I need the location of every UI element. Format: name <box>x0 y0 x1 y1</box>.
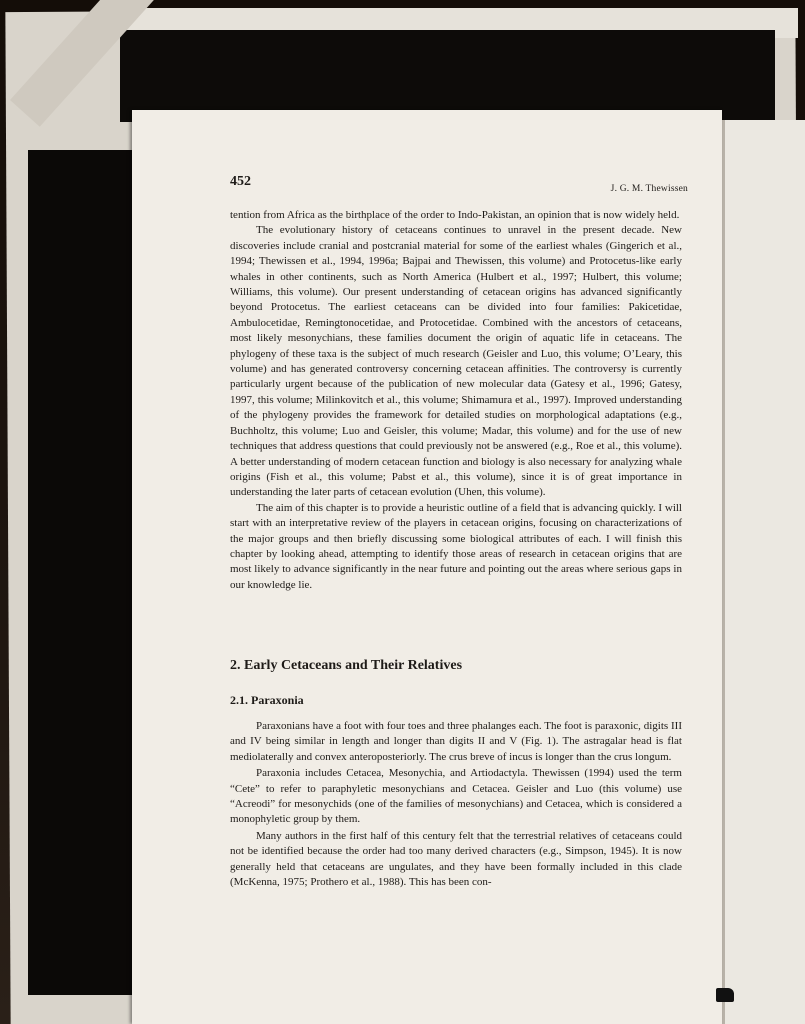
binder-clip-icon <box>716 988 734 1002</box>
running-head-author: J. G. M. Thewissen <box>610 184 688 194</box>
paragraph-paraxonians-foot: Paraxonians have a foot with four toes and three phalanges each. The foot is paraxonic, digits III and IV being similar in length and longer than digits II and V (Fig. 1). The astragalar head is flat mediolaterally and convex anteroposteriorly. The crus breve of incus is longer than the crus longum. <box>230 720 682 763</box>
paragraph-evolutionary-history: The evolutionary history of cetaceans continues to unravel in the present decade. New discoveries include cranial and postcranial material for some of the earliest whales (Gingerich et al., 1994; Thewissen et al., 1994, 1996a; Bajpai and Thewissen, this volume) and Protocetus-like early whales in other continents, such as North America (Hulbert et al., 1997; Hulbert, this volume; Williams, this volume). Our present understanding of cetacean origins has advanced significantly beyond Protocetus. The earliest cetaceans can be divided into four families: Pakicetidae, Ambulocetidae, Remingtonocetidae, and Protocetidae. Combined with the ancestors of cetaceans, most likely mesonychians, these families document the origin of aquatic life in cetaceans. The phylogeny of these taxa is the subject of much research (Geisler and Luo, this volume; O’Leary, this volume) and has generated controversy concerning cetacean affinities. The controversy is currently particularly urgent because of the publication of new molecular data (Gatesy et al., 1996; Gatesy, 1997, this volume; Milinkovitch et al., this volume; Shimamura et al., 1997). Improved understanding of the phylogeny provides the framework for detailed studies on morphological adaptations (e.g., Buchholtz, this volume; Luo and Geisler, this volume; Madar, this volume) and for the use of new techniques that address questions that could previously not be answered (e.g., Roe et al., this volume). A better understanding of modern cetacean function and biology is also necessary for analyzing whale origins (Fish et al., this volume; Pabst et al., this volume), since it is of great importance in understanding the later parts of cetacean evolution (Uhen, this volume). <box>230 224 682 499</box>
section-heading: 2. Early Cetaceans and Their Relatives <box>230 658 463 673</box>
page-number: 452 <box>230 174 251 189</box>
scan-shadow-band <box>120 30 775 122</box>
right-page-edge <box>722 120 805 1024</box>
paragraph-paraxonia-includes: Paraxonia includes Cetacea, Mesonychia, and Artiodactyla. Thewissen (1994) used the term “Cete” to refer to paraphyletic mesonychians and Cetacea. Geisler and Luo (this volume) use “Acreodi” for mesonychids (one of the families of mesonychians) and Cetacea, which is considered a monophyletic group by them. <box>230 767 682 826</box>
subsection-heading: 2.1. Paraxonia <box>230 693 304 707</box>
section-text <box>230 719 682 890</box>
paragraph-many-authors: Many authors in the first half of this century felt that the terrestrial relatives of cetaceans could not be identified because the order had too many derived characters (e.g., Simpson, 1945). It is now generally held that cetaceans are ungulates, and they have been formally included in this clade (McKenna, 1975; Prothero et al., 1988). This has been con- <box>230 829 682 889</box>
document-page <box>132 110 722 1024</box>
right-page-gutter <box>722 120 725 1024</box>
paragraph-continuation: tention from Africa as the birthplace of the order to Indo-Pakistan, an opinion that is now widely held. <box>230 209 680 221</box>
left-binding-shadow <box>28 150 148 995</box>
paragraph-chapter-aim: The aim of this chapter is to provide a heuristic outline of a field that is advancing quickly. I will start with an interpretative review of the players in cetacean origins, focusing on characterizations of the major groups and then briefly discussing some biological attributes of each. I will finish this chapter by looking ahead, attempting to identify those areas of research in cetacean origins that are most likely to advance significantly in the near future and pointing out the areas where serious gaps in our knowledge lie. <box>230 501 682 591</box>
intro-text <box>230 208 682 593</box>
